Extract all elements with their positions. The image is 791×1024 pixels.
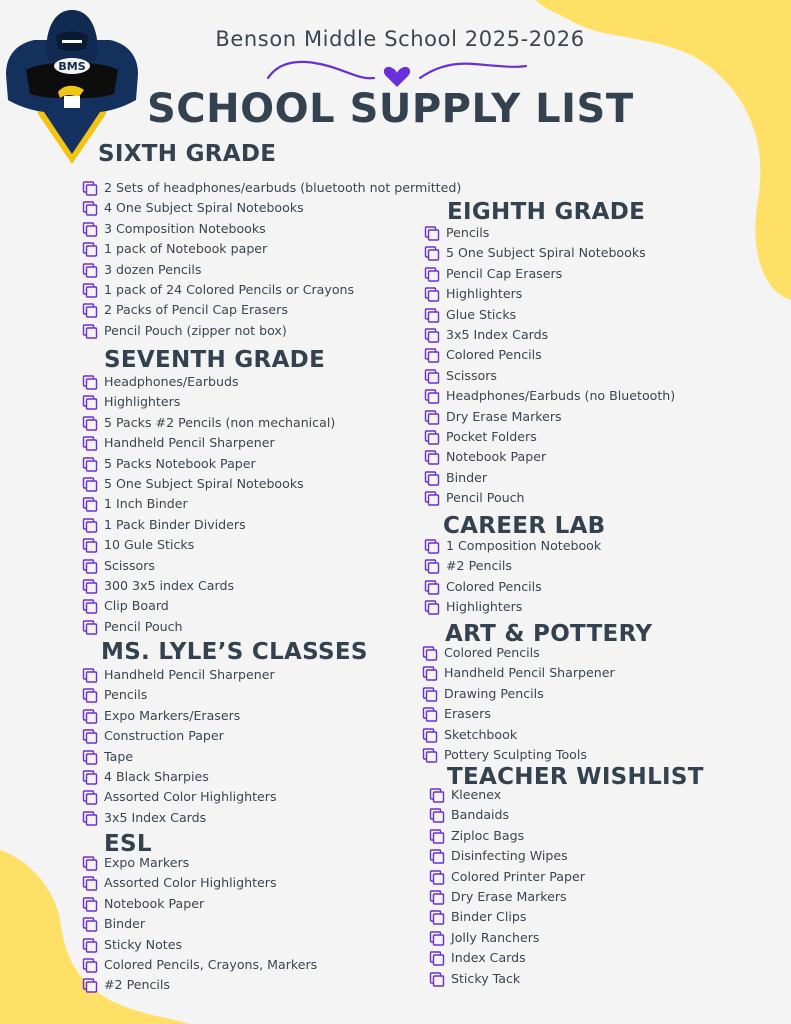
- checklist-item: [424, 284, 675, 304]
- checkbox-icon[interactable]: [429, 808, 445, 824]
- section-title-ms-lyle-classes: MS. LYLE’S CLASSES: [101, 639, 368, 665]
- checklist-item: [82, 665, 277, 685]
- checkbox-icon[interactable]: [82, 181, 98, 197]
- checkbox-icon[interactable]: [82, 283, 98, 299]
- checklist-item-label: 4 Black Sharpies: [104, 768, 209, 784]
- list-sixth-grade: [82, 178, 461, 341]
- checklist-item: [82, 767, 277, 787]
- checkbox-icon[interactable]: [424, 539, 440, 555]
- checklist-item: [82, 726, 277, 746]
- checklist-item: [82, 935, 317, 955]
- checklist-item: [429, 785, 585, 805]
- checklist-item: [82, 787, 277, 807]
- checklist-item-label: Colored Pencils: [446, 347, 542, 363]
- checkbox-icon[interactable]: [422, 646, 438, 662]
- checklist-item-label: Disinfecting Wipes: [451, 848, 568, 864]
- checkbox-icon[interactable]: [82, 559, 98, 575]
- checklist-item: [429, 928, 585, 948]
- section-title-art-pottery: ART & POTTERY: [445, 621, 653, 647]
- checklist-item: [422, 704, 615, 724]
- checklist-item-label: 1 Pack Binder Dividers: [104, 516, 246, 532]
- checkbox-icon[interactable]: [424, 246, 440, 262]
- checklist-item-label: Sticky Notes: [104, 936, 183, 952]
- checklist-item-label: Scissors: [104, 557, 155, 573]
- checklist-item: [424, 325, 675, 345]
- checkbox-icon[interactable]: [424, 328, 440, 344]
- checklist-item: [424, 345, 675, 365]
- checklist-item-label: 5 Packs Notebook Paper: [104, 455, 256, 471]
- checkbox-icon[interactable]: [82, 811, 98, 827]
- checkbox-icon[interactable]: [429, 972, 445, 988]
- checkbox-icon[interactable]: [424, 430, 440, 446]
- checklist-item: [82, 321, 461, 341]
- checklist-item: [82, 239, 461, 259]
- checklist-item: [82, 178, 461, 198]
- checkbox-icon[interactable]: [424, 389, 440, 405]
- school-name-subtitle: Benson Middle School 2025-2026: [215, 27, 585, 51]
- checkbox-icon[interactable]: [82, 729, 98, 745]
- checkbox-icon[interactable]: [82, 579, 98, 595]
- checklist-item-label: Assorted Color Highlighters: [104, 875, 277, 891]
- checkbox-icon[interactable]: [82, 375, 98, 391]
- checklist-item: [424, 427, 675, 447]
- checklist-item-label: Assorted Color Highlighters: [104, 789, 277, 805]
- checklist-item: [422, 745, 615, 765]
- checklist-item: [82, 556, 335, 576]
- checklist-item-label: Clip Board: [104, 598, 169, 614]
- checklist-item: [424, 556, 601, 576]
- checklist-item-label: Handheld Pencil Sharpener: [444, 665, 615, 681]
- checklist-item-label: Colored Printer Paper: [451, 868, 585, 884]
- checklist-item: [82, 474, 335, 494]
- checklist-item: [82, 280, 461, 300]
- checklist-item-label: 1 pack of 24 Colored Pencils or Crayons: [104, 281, 355, 297]
- checklist-item-label: Binder Clips: [451, 909, 527, 925]
- checkbox-icon[interactable]: [82, 668, 98, 684]
- checklist-item: [82, 260, 461, 280]
- checkbox-icon[interactable]: [82, 497, 98, 513]
- checkbox-icon[interactable]: [82, 620, 98, 636]
- checkbox-icon[interactable]: [424, 559, 440, 575]
- checklist-item: [424, 223, 675, 243]
- checklist-item-label: Dry Erase Markers: [446, 408, 562, 424]
- checklist-item: [429, 907, 585, 927]
- section-title-eighth-grade: EIGHTH GRADE: [447, 199, 646, 225]
- checklist-item: [429, 826, 585, 846]
- checklist-item-label: Sticky Tack: [451, 970, 521, 986]
- checklist-item-label: 4 One Subject Spiral Notebooks: [104, 200, 304, 216]
- checklist-item-label: Highlighters: [446, 599, 523, 615]
- checkbox-icon[interactable]: [82, 770, 98, 786]
- checkbox-icon[interactable]: [82, 750, 98, 766]
- checklist-item-label: 1 pack of Notebook paper: [104, 241, 268, 257]
- checklist-item-label: Expo Markers: [104, 855, 190, 870]
- checklist-item-label: 5 One Subject Spiral Notebooks: [104, 475, 304, 491]
- checklist-item: [82, 433, 335, 453]
- checklist-item: [422, 663, 615, 683]
- checklist-item: [82, 808, 277, 828]
- checkbox-icon[interactable]: [424, 308, 440, 324]
- checkbox-icon[interactable]: [82, 790, 98, 806]
- checkbox-icon[interactable]: [424, 348, 440, 364]
- checklist-item: [82, 706, 277, 726]
- checkbox-icon[interactable]: [424, 226, 440, 242]
- checkbox-icon[interactable]: [82, 242, 98, 258]
- checklist-item: [82, 392, 335, 412]
- checklist-item-label: Pocket Folders: [446, 428, 537, 444]
- checklist-item-label: 1 Inch Binder: [104, 496, 188, 512]
- list-teacher-wishlist: [429, 785, 585, 989]
- section-title-teacher-wishlist: TEACHER WISHLIST: [447, 764, 704, 790]
- checkbox-icon[interactable]: [424, 600, 440, 616]
- checkbox-icon[interactable]: [424, 287, 440, 303]
- section-title-seventh-grade: SEVENTH GRADE: [104, 347, 326, 373]
- checklist-item: [82, 515, 335, 535]
- checklist-item-label: Kleenex: [451, 787, 502, 802]
- checkbox-icon[interactable]: [422, 666, 438, 682]
- checkbox-icon[interactable]: [422, 707, 438, 723]
- checkbox-icon[interactable]: [82, 201, 98, 217]
- checklist-item: [424, 447, 675, 467]
- checklist-item-label: Glue Sticks: [446, 306, 517, 322]
- checkbox-icon[interactable]: [429, 890, 445, 906]
- checklist-item-label: Pencils: [104, 687, 148, 703]
- checkbox-icon[interactable]: [422, 728, 438, 744]
- checkbox-icon[interactable]: [424, 450, 440, 466]
- list-ms-lyle-classes: [82, 665, 277, 828]
- checklist-item-label: Expo Markers/Erasers: [104, 707, 241, 723]
- checklist-item-label: Tape: [104, 748, 134, 764]
- checkbox-icon[interactable]: [82, 263, 98, 279]
- checkbox-icon[interactable]: [82, 978, 98, 994]
- checklist-item-label: Headphones/Earbuds (no Bluetooth): [446, 388, 676, 404]
- checklist-item: [424, 468, 675, 488]
- checklist-item-label: 5 Packs #2 Pencils (non mechanical): [104, 414, 336, 430]
- checkbox-icon[interactable]: [82, 876, 98, 892]
- checklist-item: [82, 685, 277, 705]
- checklist-item: [429, 846, 585, 866]
- checklist-item-label: 5 One Subject Spiral Notebooks: [446, 245, 646, 261]
- page-title: SCHOOL SUPPLY LIST: [147, 86, 634, 132]
- checkbox-icon[interactable]: [82, 688, 98, 704]
- checkbox-icon[interactable]: [82, 958, 98, 974]
- checklist-item-label: 1 Composition Notebook: [446, 538, 602, 553]
- checkbox-icon[interactable]: [424, 471, 440, 487]
- checklist-item: [82, 617, 335, 637]
- checkbox-icon[interactable]: [429, 788, 445, 804]
- checklist-item-label: Pencil Cap Erasers: [446, 265, 563, 281]
- checkbox-icon[interactable]: [429, 931, 445, 947]
- checklist-item-label: Ziploc Bags: [451, 827, 525, 843]
- checklist-item-label: 3x5 Index Cards: [104, 809, 207, 825]
- checklist-item: [429, 805, 585, 825]
- checkbox-icon[interactable]: [429, 951, 445, 967]
- list-seventh-grade: [82, 372, 335, 637]
- checklist-item-label: Index Cards: [451, 950, 526, 966]
- checkbox-icon[interactable]: [424, 267, 440, 283]
- checkbox-icon[interactable]: [82, 897, 98, 913]
- checklist-item-label: Dry Erase Markers: [451, 888, 567, 904]
- checklist-item: [424, 366, 675, 386]
- mascot-logo-text: BMS: [58, 60, 86, 73]
- checklist-item: [82, 914, 317, 934]
- checkbox-icon[interactable]: [82, 856, 98, 872]
- checklist-item: [82, 894, 317, 914]
- checklist-item: [82, 198, 461, 218]
- checklist-item: [82, 535, 335, 555]
- checklist-item: [424, 243, 675, 263]
- checklist-item-label: Colored Pencils: [444, 645, 540, 660]
- checkbox-icon[interactable]: [82, 395, 98, 411]
- checkbox-icon[interactable]: [82, 518, 98, 534]
- checklist-item: [429, 948, 585, 968]
- checklist-item: [429, 867, 585, 887]
- checklist-item: [82, 975, 317, 995]
- checkbox-icon[interactable]: [424, 410, 440, 426]
- checklist-item-label: Bandaids: [451, 807, 510, 823]
- checklist-item: [82, 372, 335, 392]
- checklist-item: [82, 300, 461, 320]
- checkbox-icon[interactable]: [82, 477, 98, 493]
- checklist-item-label: Notebook Paper: [104, 895, 205, 911]
- checklist-item-label: Colored Pencils, Crayons, Markers: [104, 956, 318, 972]
- list-art-pottery: [422, 643, 615, 765]
- checkbox-icon[interactable]: [424, 369, 440, 385]
- checkbox-icon[interactable]: [429, 829, 445, 845]
- checklist-item-label: 2 Packs of Pencil Cap Erasers: [104, 302, 288, 318]
- checklist-item-label: Notebook Paper: [446, 449, 547, 465]
- heart-icon: [384, 67, 410, 87]
- checklist-item: [429, 887, 585, 907]
- checklist-item-label: 3 Composition Notebooks: [104, 220, 266, 236]
- checklist-item: [422, 643, 615, 663]
- checkbox-icon[interactable]: [424, 580, 440, 596]
- checklist-item: [82, 454, 335, 474]
- checklist-item: [424, 305, 675, 325]
- list-career-lab: [424, 536, 601, 618]
- checkbox-icon[interactable]: [429, 849, 445, 865]
- checklist-item-label: Highlighters: [104, 394, 181, 410]
- section-title-esl: ESL: [104, 831, 152, 857]
- checklist-item-label: Handheld Pencil Sharpener: [104, 435, 275, 451]
- checklist-item: [424, 577, 601, 597]
- checklist-item: [82, 596, 335, 616]
- checklist-item: [82, 219, 461, 239]
- checklist-item-label: Construction Paper: [104, 728, 224, 744]
- checklist-item-label: Headphones/Earbuds: [104, 374, 239, 389]
- checklist-item-label: Pencils: [446, 225, 490, 240]
- checklist-item: [424, 597, 601, 617]
- checklist-item: [424, 488, 675, 508]
- checklist-item-label: Jolly Ranchers: [451, 929, 540, 945]
- checklist-item-label: Pencil Pouch: [446, 490, 525, 506]
- checklist-item-label: 3 dozen Pencils: [104, 261, 202, 277]
- checklist-item-label: 3x5 Index Cards: [446, 326, 549, 342]
- checklist-item: [82, 747, 277, 767]
- checklist-item: [424, 386, 675, 406]
- checkbox-icon[interactable]: [422, 687, 438, 703]
- section-title-sixth-grade: SIXTH GRADE: [98, 141, 277, 167]
- checkbox-icon[interactable]: [82, 457, 98, 473]
- checkbox-icon[interactable]: [422, 748, 438, 764]
- checklist-item-label: Colored Pencils: [446, 578, 542, 594]
- section-title-career-lab: CAREER LAB: [443, 513, 606, 539]
- checklist-item: [429, 969, 585, 989]
- checkbox-icon[interactable]: [82, 324, 98, 340]
- checklist-item-label: Pencil Pouch (zipper not box): [104, 322, 287, 338]
- list-eighth-grade: [424, 223, 675, 508]
- list-esl: [82, 853, 317, 996]
- checklist-item: [82, 494, 335, 514]
- checkbox-icon[interactable]: [82, 538, 98, 554]
- checklist-item: [424, 407, 675, 427]
- checklist-item: [82, 873, 317, 893]
- checklist-item: [82, 413, 335, 433]
- checklist-item-label: #2 Pencils: [104, 977, 170, 993]
- checklist-item-label: 300 3x5 index Cards: [104, 577, 235, 593]
- checkbox-icon[interactable]: [82, 709, 98, 725]
- checklist-item: [422, 725, 615, 745]
- checkbox-icon[interactable]: [429, 870, 445, 886]
- checklist-item-label: Sketchbook: [444, 726, 518, 742]
- checklist-item: [82, 955, 317, 975]
- checkbox-icon[interactable]: [82, 938, 98, 954]
- checklist-item: [422, 684, 615, 704]
- checklist-item: [424, 264, 675, 284]
- checklist-item-label: Handheld Pencil Sharpener: [104, 667, 275, 682]
- checkbox-icon[interactable]: [429, 910, 445, 926]
- checklist-item: [82, 576, 335, 596]
- checklist-item-label: Highlighters: [446, 286, 523, 302]
- checklist-item: [82, 853, 317, 873]
- checkbox-icon[interactable]: [82, 917, 98, 933]
- checkbox-icon[interactable]: [82, 222, 98, 238]
- checklist-item-label: Binder: [104, 916, 146, 932]
- checkbox-icon[interactable]: [82, 416, 98, 432]
- checklist-item-label: Drawing Pencils: [444, 685, 544, 701]
- checkbox-icon[interactable]: [82, 303, 98, 319]
- checklist-item-label: Pottery Sculpting Tools: [444, 746, 587, 762]
- checkbox-icon[interactable]: [82, 436, 98, 452]
- checklist-item-label: Binder: [446, 469, 488, 485]
- checklist-item-label: 10 Gule Sticks: [104, 537, 195, 553]
- checklist-item-label: #2 Pencils: [446, 558, 512, 574]
- checklist-item: [424, 536, 601, 556]
- checkbox-icon[interactable]: [82, 599, 98, 615]
- checklist-item-label: Scissors: [446, 367, 497, 383]
- checklist-item-label: 2 Sets of headphones/earbuds (bluetooth not permitted): [104, 180, 462, 195]
- checklist-item-label: Pencil Pouch: [104, 618, 183, 634]
- checklist-item-label: Erasers: [444, 706, 491, 722]
- checkbox-icon[interactable]: [424, 491, 440, 507]
